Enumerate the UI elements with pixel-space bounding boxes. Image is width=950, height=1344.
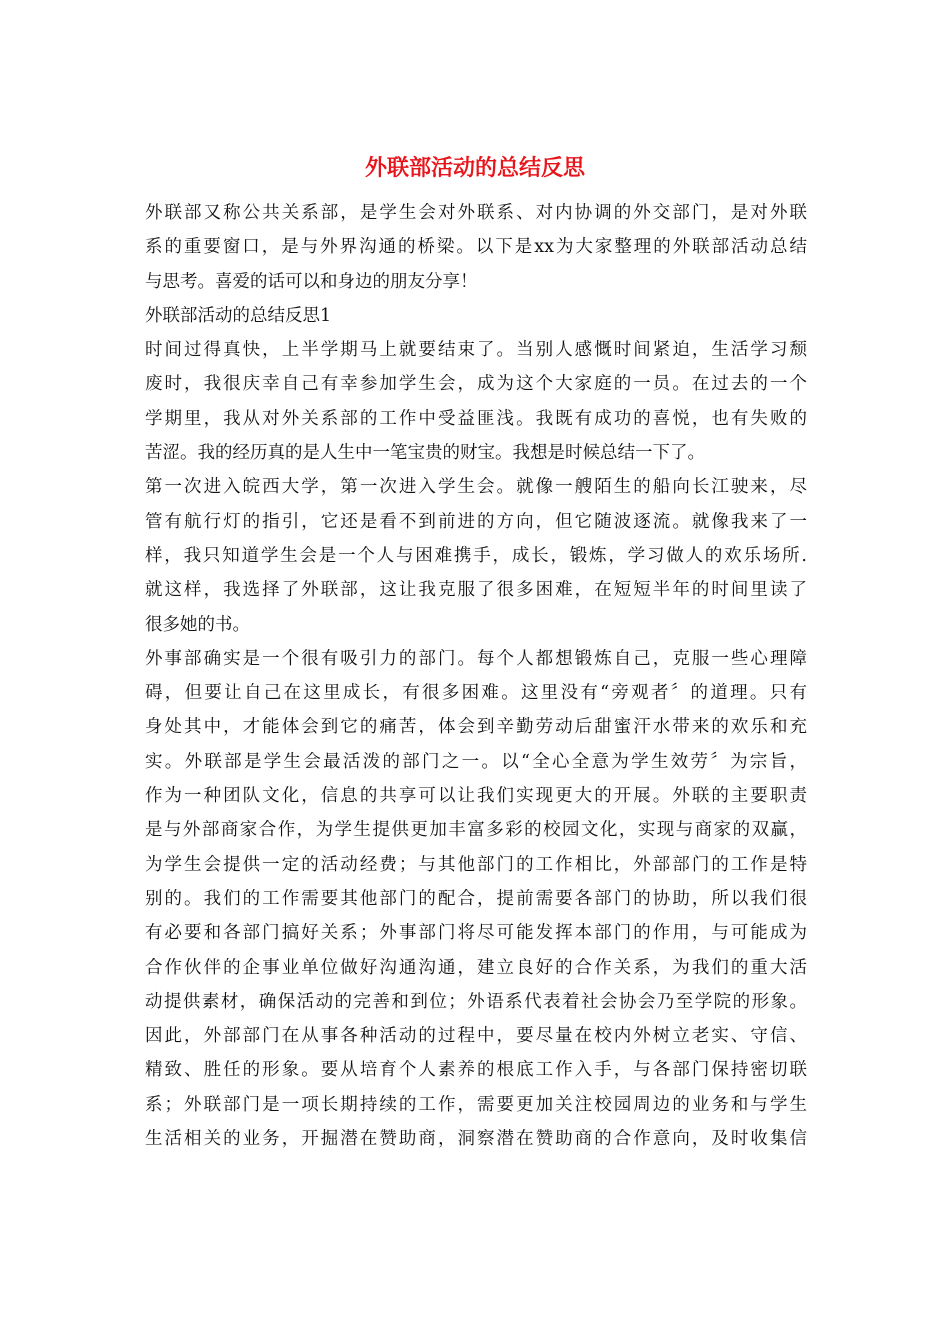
- text-line: 别的。我们的工作需要其他部门的配合，提前需要各部门的协助，所以我们很: [145, 888, 807, 909]
- text-line: 样，我只知道学生会是一个人与困难携手，成长，锻炼，学习做人的欢乐场所.: [145, 545, 807, 566]
- document-title: 外联部活动的总结反思: [364, 155, 585, 181]
- text-line: 精致、胜任的形象。要从培育个人素养的根底工作入手，与各部门保持密切联: [145, 1060, 807, 1081]
- text-line: 苦涩。我的经历真的是人生中一笔宝贵的财宝。我想是时候总结一下了。: [145, 443, 705, 464]
- text-line: 外事部确实是一个很有吸引力的部门。每个人都想锻炼自己，克服一些心理障: [145, 648, 807, 669]
- text-line: 第一次进入皖西大学，第一次进入学生会。就像一艘陌生的船向长江驶来，尽: [145, 477, 807, 498]
- text-line: 与思考。喜爱的话可以和身边的朋友分享！: [145, 271, 478, 292]
- text-line: 就这样，我选择了外联部，这让我克服了很多困难，在短短半年的时间里读了: [145, 580, 807, 601]
- text-line: 碍，但要让自己在这里成长，有很多困难。这里没有“旁观者〞的道理。只有: [145, 683, 807, 704]
- text-line: 系；外联部门是一项长期持续的工作，需要更加关注校园周边的业务和与学生: [145, 1094, 807, 1115]
- text-line: 系的重要窗口，是与外界沟通的桥梁。以下是xx为大家整理的外联部活动总结: [145, 237, 807, 258]
- text-line: 实。外联部是学生会最活泼的部门之一。以“全心全意为学生效劳〞为宗旨，: [145, 751, 807, 772]
- text-line: 时间过得真快，上半学期马上就要结束了。当别人感慨时间紧迫，生活学习颓: [145, 340, 807, 361]
- text-line: 是与外部商家合作，为学生提供更加丰富多彩的校园文化，实现与商家的双赢，: [145, 820, 807, 841]
- text-line: 作为一种团队文化，信息的共享可以让我们实现更大的开展。外联的主要职责: [145, 786, 807, 807]
- text-line: 学期里，我从对外关系部的工作中受益匪浅。我既有成功的喜悦，也有失败的: [145, 408, 807, 429]
- text-line: 合作伙伴的企事业单位做好沟通沟通，建立良好的合作关系，为我们的重大活: [145, 957, 807, 978]
- text-line: 外联部又称公共关系部，是学生会对外联系、对内协调的外交部门，是对外联: [145, 203, 807, 223]
- text-line: 有必要和各部门搞好关系；外事部门将尽可能发挥本部门的作用，与可能成为: [145, 923, 807, 944]
- text-line: 管有航行灯的指引，它还是看不到前进的方向，但它随波逐流。就像我来了一: [145, 511, 807, 532]
- text-line: 生活相关的业务，开掘潜在赞助商，洞察潜在赞助商的合作意向，及时收集信: [145, 1129, 807, 1150]
- text-line: 因此，外部部门在从事各种活动的过程中，要尽量在校内外树立老实、守信、: [145, 1026, 807, 1047]
- text-line: 很多她的书。: [145, 614, 250, 635]
- text-line: 身处其中，才能体会到它的痛苦，体会到辛勤劳动后甜蜜汗水带来的欢乐和充: [145, 717, 807, 738]
- text-line: 为学生会提供一定的活动经费；与其他部门的工作相比，外部部门的工作是特: [145, 854, 807, 875]
- text-line: 废时，我很庆幸自己有幸参加学生会，成为这个大家庭的一员。在过去的一个: [145, 374, 807, 395]
- document-body: [145, 196, 807, 1156]
- section-heading: 外联部活动的总结反思1: [145, 305, 332, 326]
- text-line: 动提供素材，确保活动的完善和到位；外语系代表着社会协会乃至学院的形象。: [145, 991, 807, 1012]
